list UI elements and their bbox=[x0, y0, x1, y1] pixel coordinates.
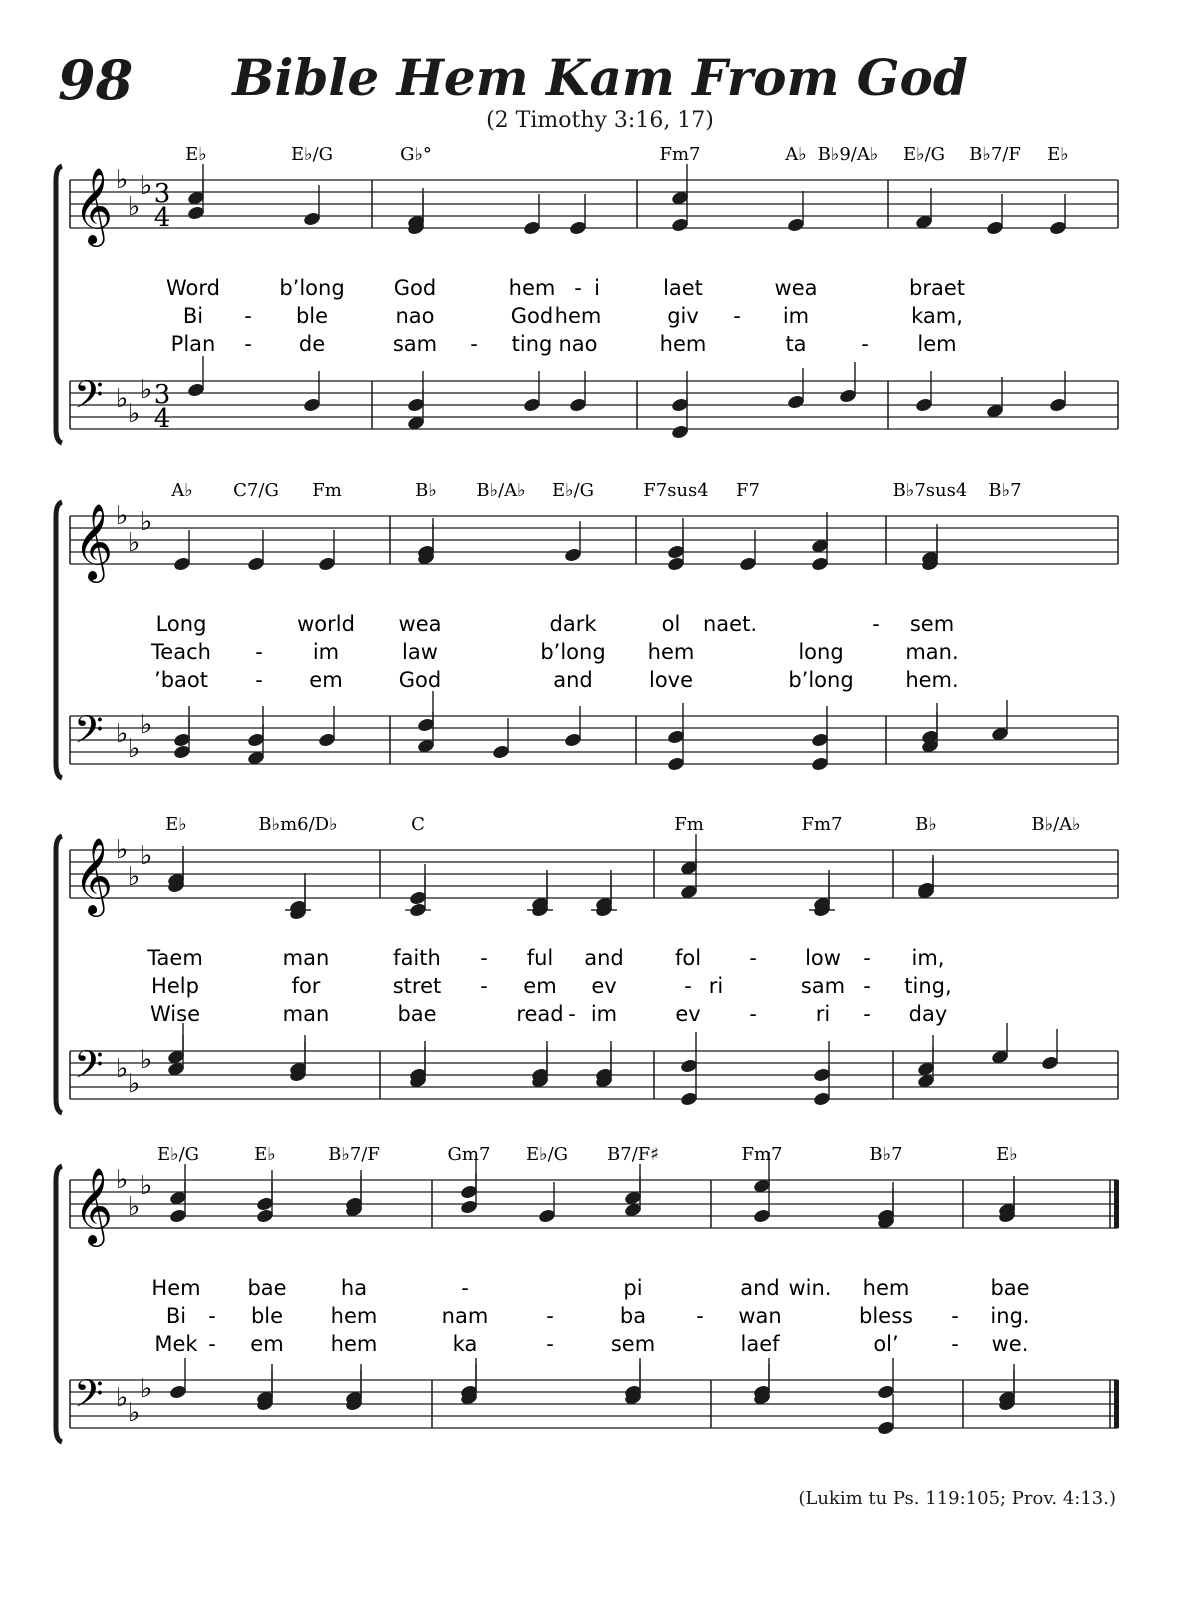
chord-symbol: E♭/G bbox=[290, 144, 334, 165]
lyric-hyphen: - bbox=[863, 946, 871, 970]
lyric-syllable: God bbox=[393, 276, 437, 300]
chord-symbol: E♭ bbox=[996, 1144, 1018, 1165]
lyric-syllable: Bi bbox=[182, 304, 204, 328]
lyric-syllable: low bbox=[805, 946, 841, 970]
key-flat-icon: ♭ bbox=[128, 1398, 141, 1428]
lyric-syllable: ha bbox=[340, 1276, 368, 1300]
time-signature-top: 3 bbox=[153, 179, 171, 209]
lyric-syllable: naet. bbox=[702, 612, 758, 636]
lyric-hyphen: - bbox=[244, 304, 252, 328]
lyric-syllable: bae bbox=[247, 1276, 287, 1300]
key-flat-icon: ♭ bbox=[128, 862, 141, 892]
lyric-syllable: dark bbox=[549, 612, 597, 636]
system-bracket bbox=[56, 166, 62, 443]
system-bracket bbox=[56, 502, 62, 778]
lyric-syllable: hem bbox=[330, 1304, 378, 1328]
hymn-number: 98 bbox=[58, 48, 134, 112]
key-flat-icon: ♭ bbox=[128, 1192, 141, 1222]
lyric-syllable: b’long bbox=[540, 640, 606, 664]
lyric-syllable: wea bbox=[398, 612, 442, 636]
lyric-syllable: world bbox=[297, 612, 355, 636]
chord-symbol: B♭7sus4 bbox=[892, 480, 968, 501]
chord-symbol: B♭/A♭ bbox=[1031, 814, 1081, 835]
key-flat-icon: ♭ bbox=[140, 1171, 153, 1201]
lyric-syllable: giv bbox=[667, 304, 699, 328]
lyric-syllable: long bbox=[798, 640, 844, 664]
chord-symbol: Fm7 bbox=[801, 814, 843, 835]
lyric-hyphen: - bbox=[872, 612, 880, 636]
lyric-hyphen: - bbox=[461, 1276, 469, 1300]
lyric-hyphen: - bbox=[951, 1304, 959, 1328]
chord-symbol: A♭ bbox=[171, 480, 193, 501]
lyric-hyphen: - bbox=[255, 668, 263, 692]
chord-symbol: Fm7 bbox=[659, 144, 701, 165]
lyric-syllable: hem bbox=[647, 640, 695, 664]
lyric-syllable: ting bbox=[511, 332, 553, 356]
lyric-syllable: bae bbox=[990, 1276, 1030, 1300]
lyric-syllable: sam bbox=[392, 332, 438, 356]
chord-symbol: E♭/G bbox=[902, 144, 946, 165]
lyric-syllable: ful bbox=[526, 946, 554, 970]
lyric-hyphen: - bbox=[574, 276, 582, 300]
lyric-syllable: wea bbox=[774, 276, 818, 300]
key-flat-icon: ♭ bbox=[128, 734, 141, 764]
lyric-syllable: im, bbox=[911, 946, 945, 970]
lyric-syllable: ev bbox=[591, 974, 617, 998]
key-flat-icon: ♭ bbox=[116, 384, 129, 414]
hymn-title: Bible Hem Kam From God bbox=[232, 48, 968, 107]
final-barline-thick bbox=[1114, 1180, 1119, 1228]
lyric-hyphen: - bbox=[208, 1304, 216, 1328]
lyric-syllable: em bbox=[309, 668, 343, 692]
lyric-syllable: stret bbox=[392, 974, 442, 998]
lyric-syllable: man. bbox=[905, 640, 959, 664]
lyric-hyphen: - bbox=[863, 974, 871, 998]
lyric-syllable: ing. bbox=[990, 1304, 1030, 1328]
lyric-syllable: bless bbox=[859, 1304, 913, 1328]
lyric-syllable: ble bbox=[295, 304, 329, 328]
lyric-syllable: fol bbox=[674, 946, 702, 970]
lyric-syllable: wan bbox=[738, 1304, 782, 1328]
lyric-syllable: nao bbox=[558, 332, 598, 356]
lyric-syllable: b’long bbox=[279, 276, 345, 300]
lyric-hyphen: - bbox=[749, 1002, 757, 1026]
lyric-syllable: ba bbox=[619, 1304, 647, 1328]
key-flat-icon: ♭ bbox=[116, 501, 129, 531]
chord-symbol: B7/F♯ bbox=[607, 1144, 659, 1165]
lyric-syllable: God bbox=[398, 668, 442, 692]
lyric-syllable: im bbox=[782, 304, 810, 328]
lyric-syllable: and bbox=[584, 946, 624, 970]
lyric-syllable: God bbox=[510, 304, 554, 328]
chord-symbol: E♭ bbox=[185, 144, 207, 165]
key-flat-icon: ♭ bbox=[128, 528, 141, 558]
chord-symbol: Fm bbox=[312, 480, 342, 501]
lyric-syllable: laet bbox=[663, 276, 703, 300]
lyric-syllable: Help bbox=[151, 974, 199, 998]
lyric-syllable: read bbox=[516, 1002, 564, 1026]
lyric-hyphen: - bbox=[733, 304, 741, 328]
chord-symbol: B♭7/F bbox=[328, 1144, 380, 1165]
lyric-syllable: win. bbox=[788, 1276, 832, 1300]
lyric-syllable: man bbox=[282, 946, 330, 970]
lyric-syllable: braet bbox=[909, 276, 965, 300]
system-bracket bbox=[56, 1166, 62, 1442]
lyric-hyphen: - bbox=[863, 1002, 871, 1026]
lyric-syllable: hem bbox=[862, 1276, 910, 1300]
lyric-syllable: i bbox=[594, 276, 600, 300]
lyric-syllable: em bbox=[523, 974, 557, 998]
chord-symbol: B♭7 bbox=[988, 480, 1022, 501]
chord-symbol: E♭ bbox=[254, 1144, 276, 1165]
lyric-syllable: hem bbox=[659, 332, 707, 356]
bass-clef-icon: 𝄢 bbox=[74, 1371, 104, 1425]
lyric-syllable: Long bbox=[155, 612, 207, 636]
lyric-hyphen: - bbox=[546, 1332, 554, 1356]
system-bracket bbox=[56, 836, 62, 1113]
lyric-syllable: Mek bbox=[154, 1332, 198, 1356]
chord-symbol: E♭/G bbox=[525, 1144, 569, 1165]
lyric-syllable: Word bbox=[166, 276, 220, 300]
chord-symbol: B♭/A♭ bbox=[476, 480, 526, 501]
lyric-syllable: faith bbox=[393, 946, 441, 970]
system-1 bbox=[56, 144, 1118, 443]
chord-symbol: C7/G bbox=[233, 480, 279, 501]
lyric-syllable: lem bbox=[917, 332, 957, 356]
footnote-reference: (Lukim tu Ps. 119:105; Prov. 4:13.) bbox=[798, 1488, 1116, 1509]
lyric-syllable: sem bbox=[909, 612, 955, 636]
key-flat-icon: ♭ bbox=[140, 710, 153, 740]
lyric-hyphen: - bbox=[470, 332, 478, 356]
chord-symbol: Gm7 bbox=[447, 1144, 491, 1165]
lyric-syllable: ta bbox=[785, 332, 807, 356]
treble-clef-icon: 𝄞 bbox=[74, 1167, 114, 1244]
key-flat-icon: ♭ bbox=[128, 399, 141, 429]
lyric-syllable: hem bbox=[554, 304, 602, 328]
key-flat-icon: ♭ bbox=[116, 1383, 129, 1413]
lyric-syllable: ting, bbox=[904, 974, 952, 998]
key-flat-icon: ♭ bbox=[116, 165, 129, 195]
system-4 bbox=[56, 1144, 1119, 1442]
bass-clef-icon: 𝄢 bbox=[74, 1042, 104, 1096]
chord-symbol: C bbox=[411, 814, 425, 835]
lyric-syllable: day bbox=[908, 1002, 948, 1026]
chord-symbol: Fm7 bbox=[741, 1144, 783, 1165]
chord-symbol: Fm bbox=[674, 814, 704, 835]
lyric-hyphen: - bbox=[568, 1002, 576, 1026]
chord-symbol: B♭ bbox=[415, 480, 437, 501]
time-signature-top: 3 bbox=[153, 380, 171, 410]
lyric-hyphen: - bbox=[861, 332, 869, 356]
treble-clef-icon: 𝄞 bbox=[74, 167, 114, 244]
chord-symbol: E♭ bbox=[1047, 144, 1069, 165]
lyric-syllable: ri bbox=[708, 974, 724, 998]
chord-symbol: E♭/G bbox=[551, 480, 595, 501]
chord-symbol: E♭/G bbox=[156, 1144, 200, 1165]
chord-symbol: B♭9/A♭ bbox=[817, 144, 879, 165]
lyric-syllable: Bi bbox=[165, 1304, 187, 1328]
key-flat-icon: ♭ bbox=[116, 835, 129, 865]
lyric-syllable: nam bbox=[441, 1304, 489, 1328]
chord-symbol: B♭7 bbox=[869, 1144, 903, 1165]
lyric-syllable: law bbox=[402, 640, 438, 664]
lyric-hyphen: - bbox=[480, 946, 488, 970]
lyric-syllable: sem bbox=[610, 1332, 656, 1356]
lyric-syllable: we. bbox=[991, 1332, 1029, 1356]
lyric-syllable: im bbox=[590, 1002, 618, 1026]
treble-clef-icon: 𝄞 bbox=[74, 837, 114, 914]
key-flat-icon: ♭ bbox=[128, 1069, 141, 1099]
lyric-syllable: b’long bbox=[788, 668, 854, 692]
lyric-syllable: Teach bbox=[151, 640, 211, 664]
lyric-syllable: ol’ bbox=[873, 1332, 899, 1356]
key-flat-icon: ♭ bbox=[140, 375, 153, 405]
chord-symbol: F7 bbox=[736, 480, 760, 501]
key-flat-icon: ♭ bbox=[116, 719, 129, 749]
lyric-hyphen: - bbox=[546, 1304, 554, 1328]
system-3 bbox=[56, 814, 1118, 1113]
lyric-hyphen: - bbox=[951, 1332, 959, 1356]
lyric-syllable: nao bbox=[395, 304, 435, 328]
lyric-syllable: kam, bbox=[911, 304, 963, 328]
lyric-syllable: ’baot bbox=[154, 668, 208, 692]
chord-symbol: B♭ bbox=[915, 814, 937, 835]
bass-clef-icon: 𝄢 bbox=[74, 707, 104, 761]
chord-symbol: F7sus4 bbox=[643, 480, 709, 501]
lyric-hyphen: - bbox=[244, 332, 252, 356]
time-signature-bottom: 4 bbox=[153, 404, 171, 434]
lyric-syllable: hem bbox=[330, 1332, 378, 1356]
lyric-hyphen: - bbox=[684, 974, 692, 998]
lyric-syllable: bae bbox=[397, 1002, 437, 1026]
key-flat-icon: ♭ bbox=[140, 1045, 153, 1075]
lyric-syllable: ble bbox=[250, 1304, 284, 1328]
lyric-syllable: Taem bbox=[147, 946, 203, 970]
lyric-hyphen: - bbox=[696, 1304, 704, 1328]
lyric-syllable: ev bbox=[675, 1002, 701, 1026]
lyric-syllable: for bbox=[291, 974, 321, 998]
final-barline-thick bbox=[1114, 1380, 1119, 1428]
chord-symbol: B♭m6/D♭ bbox=[258, 814, 338, 835]
treble-clef-icon: 𝄞 bbox=[74, 503, 114, 580]
lyric-syllable: ka bbox=[452, 1332, 478, 1356]
key-flat-icon: ♭ bbox=[140, 841, 153, 871]
lyric-syllable: Hem bbox=[151, 1276, 201, 1300]
chord-symbol: G♭° bbox=[400, 144, 432, 165]
lyric-hyphen: - bbox=[749, 946, 757, 970]
time-signature-bottom: 4 bbox=[153, 203, 171, 233]
lyric-syllable: man bbox=[282, 1002, 330, 1026]
bass-clef-icon: 𝄢 bbox=[74, 372, 104, 426]
lyric-hyphen: - bbox=[480, 974, 488, 998]
lyric-syllable: ri bbox=[815, 1002, 831, 1026]
chord-symbol: A♭ bbox=[785, 144, 807, 165]
lyric-syllable: sam bbox=[800, 974, 846, 998]
key-flat-icon: ♭ bbox=[116, 1165, 129, 1195]
lyric-syllable: and bbox=[553, 668, 593, 692]
system-2 bbox=[56, 480, 1118, 778]
lyric-syllable: Plan bbox=[170, 332, 216, 356]
key-flat-icon: ♭ bbox=[116, 1054, 129, 1084]
lyric-syllable: ol bbox=[661, 612, 681, 636]
lyric-syllable: de bbox=[298, 332, 326, 356]
lyric-syllable: hem. bbox=[905, 668, 959, 692]
key-flat-icon: ♭ bbox=[140, 1374, 153, 1404]
lyric-syllable: and bbox=[740, 1276, 780, 1300]
lyric-syllable: Wise bbox=[150, 1002, 200, 1026]
key-flat-icon: ♭ bbox=[140, 507, 153, 537]
chord-symbol: B♭7/F bbox=[969, 144, 1021, 165]
lyric-syllable: love bbox=[648, 668, 694, 692]
lyric-syllable: hem bbox=[508, 276, 556, 300]
lyric-syllable: laef bbox=[740, 1332, 780, 1356]
lyric-syllable: em bbox=[250, 1332, 284, 1356]
lyric-syllable: im bbox=[312, 640, 340, 664]
scripture-reference: (2 Timothy 3:16, 17) bbox=[486, 108, 714, 133]
lyric-hyphen: - bbox=[208, 1332, 216, 1356]
chord-symbol: E♭ bbox=[165, 814, 187, 835]
key-flat-icon: ♭ bbox=[140, 171, 153, 201]
lyric-hyphen: - bbox=[255, 640, 263, 664]
key-flat-icon: ♭ bbox=[128, 192, 141, 222]
lyric-syllable: pi bbox=[623, 1276, 643, 1300]
